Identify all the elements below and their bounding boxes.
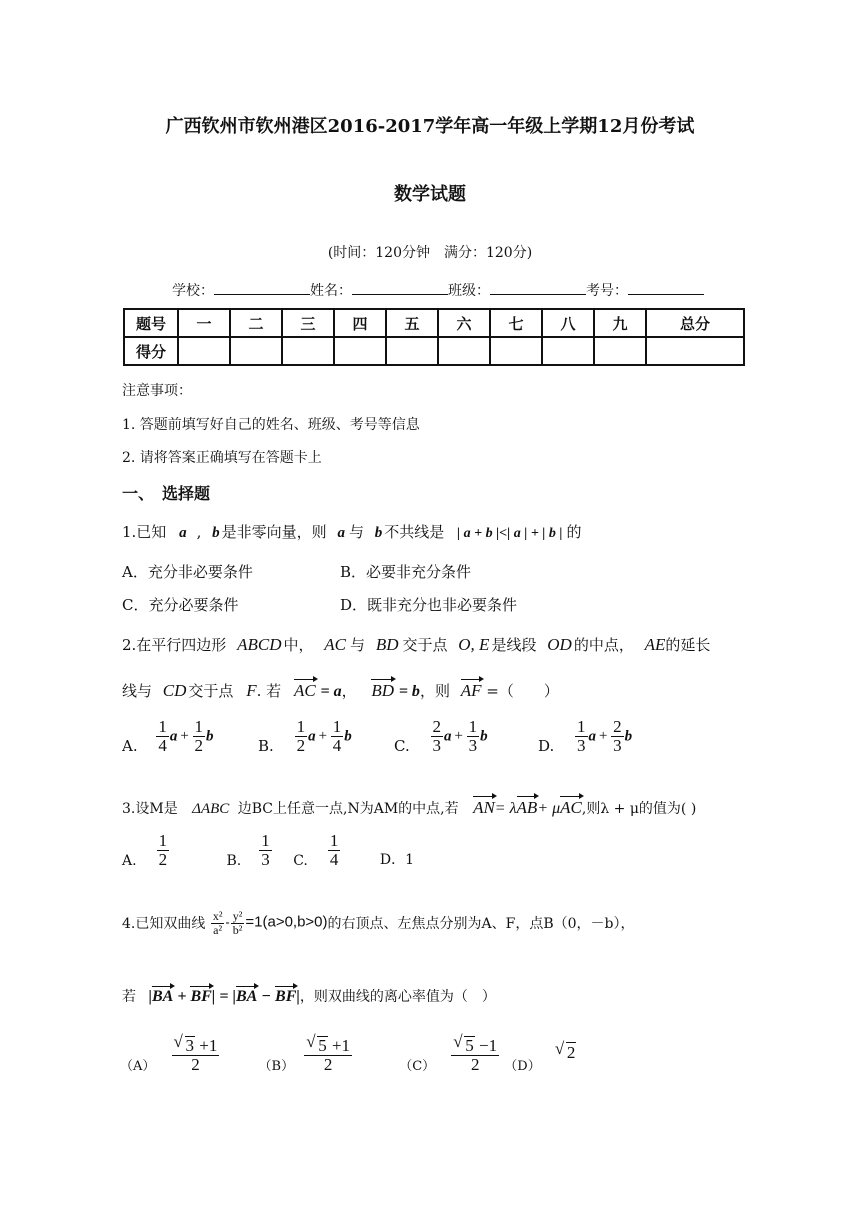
q2-math: BD (375, 635, 399, 654)
score-cell[interactable] (282, 337, 334, 365)
radicand: 3 (185, 1036, 195, 1055)
exam-no-blank[interactable] (628, 280, 704, 295)
table-cell: 得分 (124, 337, 178, 365)
frac-den: b² (232, 922, 243, 937)
frac-den: 2 (296, 735, 306, 755)
frac-den: 3 (577, 735, 586, 755)
q3-option-d[interactable]: D．1 (379, 851, 414, 868)
frac-num: 2 (432, 717, 441, 736)
q1-option-a[interactable]: A．充分非必要条件 (122, 563, 253, 581)
frac-den: 2 (194, 735, 204, 755)
frac-den: 2 (323, 1054, 333, 1074)
table-cell: 题号 (124, 309, 178, 337)
frac-num: x² (212, 909, 223, 923)
vector-bf: BF (275, 988, 297, 1005)
class-blank[interactable] (490, 280, 586, 295)
q4-condition: |BA + BF| = |BA − BF| (148, 988, 300, 1005)
frac-den: 3 (468, 735, 478, 755)
frac-den: 2 (158, 849, 168, 869)
option-label: D. (538, 736, 555, 755)
q4-option-c[interactable] (399, 1036, 504, 1074)
q2-text: 的中点， (573, 636, 634, 654)
score-cell[interactable] (334, 337, 386, 365)
frac-den: 2 (470, 1054, 480, 1074)
table-cell: 五 (386, 309, 438, 337)
vector-b: b (624, 728, 633, 745)
op: + (598, 728, 609, 745)
frac-num: 1 (577, 717, 586, 736)
frac-num: y² (232, 909, 243, 923)
frac-num: 1 (158, 831, 168, 850)
info-line (172, 280, 704, 300)
q4-option-d[interactable] (504, 1043, 576, 1074)
q2-math: OD (547, 635, 572, 654)
q1-condition: | a + b |<| a | + | b | (457, 526, 563, 541)
q2-option-a[interactable] (122, 718, 214, 755)
q2-math: = a (320, 683, 342, 700)
q4-text: 的右顶点、左焦点分别为A、F，点B（0，－b）， (327, 916, 635, 933)
q2-vector-af: AF (460, 681, 482, 700)
note-item: 2. 请将答案正确填写在答题卡上 (122, 450, 322, 466)
score-cell[interactable] (386, 337, 438, 365)
frac-den: 4 (158, 735, 167, 755)
option-label: （C） (399, 1058, 436, 1074)
frac-den: 3 (613, 735, 622, 755)
q1-option-c[interactable]: C．充分必要条件 (122, 596, 239, 614)
table-cell: 总分 (646, 309, 744, 337)
vector-a: a (444, 728, 452, 745)
q2-text: 的延长 (665, 636, 711, 654)
radicand: 5 (465, 1036, 474, 1055)
num-tail: −1 (474, 1036, 498, 1055)
option-label: （A） (120, 1058, 156, 1074)
q2-math: F (246, 681, 257, 700)
vector-a: a (308, 728, 316, 745)
op: + (317, 728, 328, 745)
q3-vector-ac: AC (560, 798, 582, 817)
table-cell: 九 (594, 309, 646, 337)
vector-b: b (344, 728, 352, 745)
q3-math: ΔABC (192, 801, 230, 817)
notes-heading: 注意事项： (122, 383, 192, 399)
q2-text: 与 (350, 636, 366, 654)
q3-text: 3.设M是 (122, 801, 178, 817)
page-title: 广西钦州市钦州港区2016-2017学年高一年级上学期12月份考试 (165, 116, 695, 137)
q1-text: 与 (348, 523, 364, 541)
option-label: C. (293, 852, 308, 869)
q3-text: 边BC上任意一点,N为AM的中点,若 (237, 801, 459, 817)
radicand: 5 (318, 1036, 327, 1055)
frac-num: 1 (158, 717, 167, 736)
question-2-line-1 (122, 634, 710, 655)
frac-num: 1 (329, 831, 339, 850)
option-label: B. (258, 736, 274, 755)
option-label: C. (394, 736, 410, 755)
q1-text: 不共线是 (384, 523, 445, 541)
q1-text: 的 (566, 523, 582, 541)
q3-vector-ab: AB (516, 798, 538, 817)
q2-math: AC (324, 635, 347, 654)
q4-text: 4.已知双曲线 (122, 916, 206, 933)
score-table (123, 308, 745, 366)
q2-math: AE (644, 635, 666, 654)
q3-math: + μ (537, 800, 561, 817)
q2-option-c[interactable] (394, 718, 488, 755)
q2-text: . 若 (256, 682, 282, 700)
q2-text: 2.在平行四边形 (122, 636, 227, 654)
q4-options (120, 1036, 576, 1074)
option-label: A. (122, 736, 138, 755)
num-tail: +1 (195, 1036, 218, 1055)
radicand: 2 (566, 1043, 576, 1063)
table-cell: 二 (230, 309, 282, 337)
vector-a: a (169, 728, 178, 745)
q3-options (122, 832, 414, 869)
note-item: 1. 答题前填写好自己的姓名、班级、考号等信息 (122, 417, 420, 433)
q1-var-a: a (179, 525, 187, 541)
question-1: 1.已知 a , b 是非零向量，则 a 与 b 不共线是 | a + b |<| a | + | b | 的 (122, 523, 582, 541)
vector-ba: BA (151, 988, 174, 1005)
table-cell: 八 (542, 309, 594, 337)
option-label: （B） (258, 1058, 295, 1074)
q4-text: ，则双曲线的离心率值为（ ） (299, 989, 496, 1005)
q2-vector-bd: BD (371, 681, 395, 700)
q2-math: O, E (458, 635, 490, 654)
table-cell: 七 (490, 309, 542, 337)
table-row (124, 337, 744, 365)
name-blank[interactable] (352, 280, 448, 295)
q2-text: =（ ） (486, 682, 559, 700)
q2-text: 是线段 (491, 636, 537, 654)
frac-num: 1 (296, 717, 306, 736)
table-cell: 一 (178, 309, 230, 337)
score-cell[interactable] (594, 337, 646, 365)
option-label: （D） (504, 1058, 541, 1074)
question-4 (122, 910, 635, 936)
q2-text: ，则 (419, 682, 450, 700)
score-cell[interactable] (230, 337, 282, 365)
eq-tail: =1(a>0,b>0) (245, 913, 328, 931)
frac-den: 3 (432, 735, 441, 755)
q3-option-c[interactable] (293, 831, 341, 869)
q3-option-a[interactable] (122, 831, 170, 869)
frac-den: 3 (261, 849, 270, 869)
frac-num: 1 (332, 717, 342, 736)
q1-option-b[interactable]: B．必要非充分条件 (340, 563, 472, 581)
time-info: (时间：120分钟 满分：120分) (327, 245, 533, 261)
score-cell[interactable] (490, 337, 542, 365)
op: + (179, 728, 190, 745)
score-cell[interactable] (438, 337, 490, 365)
q4-option-b[interactable] (258, 1036, 358, 1074)
q1-var-a: a (337, 525, 345, 541)
hyperbola-equation: $\frac{\text{x²}}{\text{a²}}$ - $\frac{\text{y²}}{\text{b²}}$ =1(a>0,b>0) (212, 909, 328, 937)
q3-option-b[interactable] (226, 831, 273, 869)
q2-vector-ac: AC (293, 681, 316, 700)
frac-num: 1 (194, 717, 204, 736)
frac-den: 4 (332, 735, 342, 755)
table-cell: 四 (334, 309, 386, 337)
q2-text: 线与 (122, 682, 153, 700)
table-cell: 三 (282, 309, 334, 337)
vector-bf: BF (190, 988, 212, 1005)
q3-math: = λ (494, 800, 517, 817)
option-label: A. (122, 852, 137, 869)
op: + (453, 728, 464, 745)
score-cell[interactable] (542, 337, 594, 365)
page-subtitle: 数学试题 (394, 184, 466, 205)
q3-vector-an: AN (473, 798, 495, 817)
school-blank[interactable] (214, 280, 310, 295)
table-cell: 六 (438, 309, 490, 337)
q3-text: ,则λ + μ的值为( ) (581, 801, 697, 817)
q2-option-b[interactable] (258, 718, 352, 755)
frac-num: 1 (468, 717, 478, 736)
q1-option-d[interactable]: D．既非充分也非必要条件 (340, 596, 518, 614)
class-label: 班级： (448, 283, 490, 299)
q2-text: 中， (283, 636, 314, 654)
section-heading: 一、 选择题 (122, 484, 211, 503)
q4-option-a[interactable] (120, 1036, 225, 1074)
q2-math: CD (162, 681, 187, 700)
num-tail: +1 (327, 1036, 351, 1055)
exam-no-label: 考号： (586, 283, 628, 299)
q1-var-b: b (212, 525, 220, 541)
option-label: B. (226, 852, 242, 869)
frac-den: 2 (191, 1054, 200, 1074)
question-3 (122, 798, 696, 818)
vector-b: b (480, 728, 488, 745)
question-2-line-2: 线与 CD 交于点 F. 若 AC = a， BD = b，则 AF =（ ） (122, 681, 559, 700)
q2-math: ABCD (237, 635, 282, 654)
frac-den: a² (213, 922, 223, 937)
score-cell[interactable] (646, 337, 744, 365)
table-row (124, 309, 744, 337)
score-cell[interactable] (178, 337, 230, 365)
q1-text: 是非零向量，则 (221, 523, 327, 541)
name-label: 姓名： (310, 283, 352, 299)
school-label: 学校： (172, 283, 214, 299)
q2-option-d[interactable] (538, 718, 632, 755)
question-4-line-2 (122, 986, 496, 1006)
vector-ba: BA (235, 988, 258, 1005)
frac-num: 1 (261, 831, 270, 850)
frac-num: 2 (613, 717, 622, 736)
q1-var-b: b (374, 525, 383, 541)
vector-a: a (588, 728, 597, 745)
frac-den: 4 (329, 849, 339, 869)
q2-text: 交于点 (402, 636, 448, 654)
q2-text: 交于点 (188, 682, 234, 700)
q4-text: 若 (122, 989, 136, 1005)
q2-math: = b (398, 683, 420, 700)
q1-text: 1.已知 (122, 523, 167, 541)
vector-b: b (206, 728, 214, 745)
